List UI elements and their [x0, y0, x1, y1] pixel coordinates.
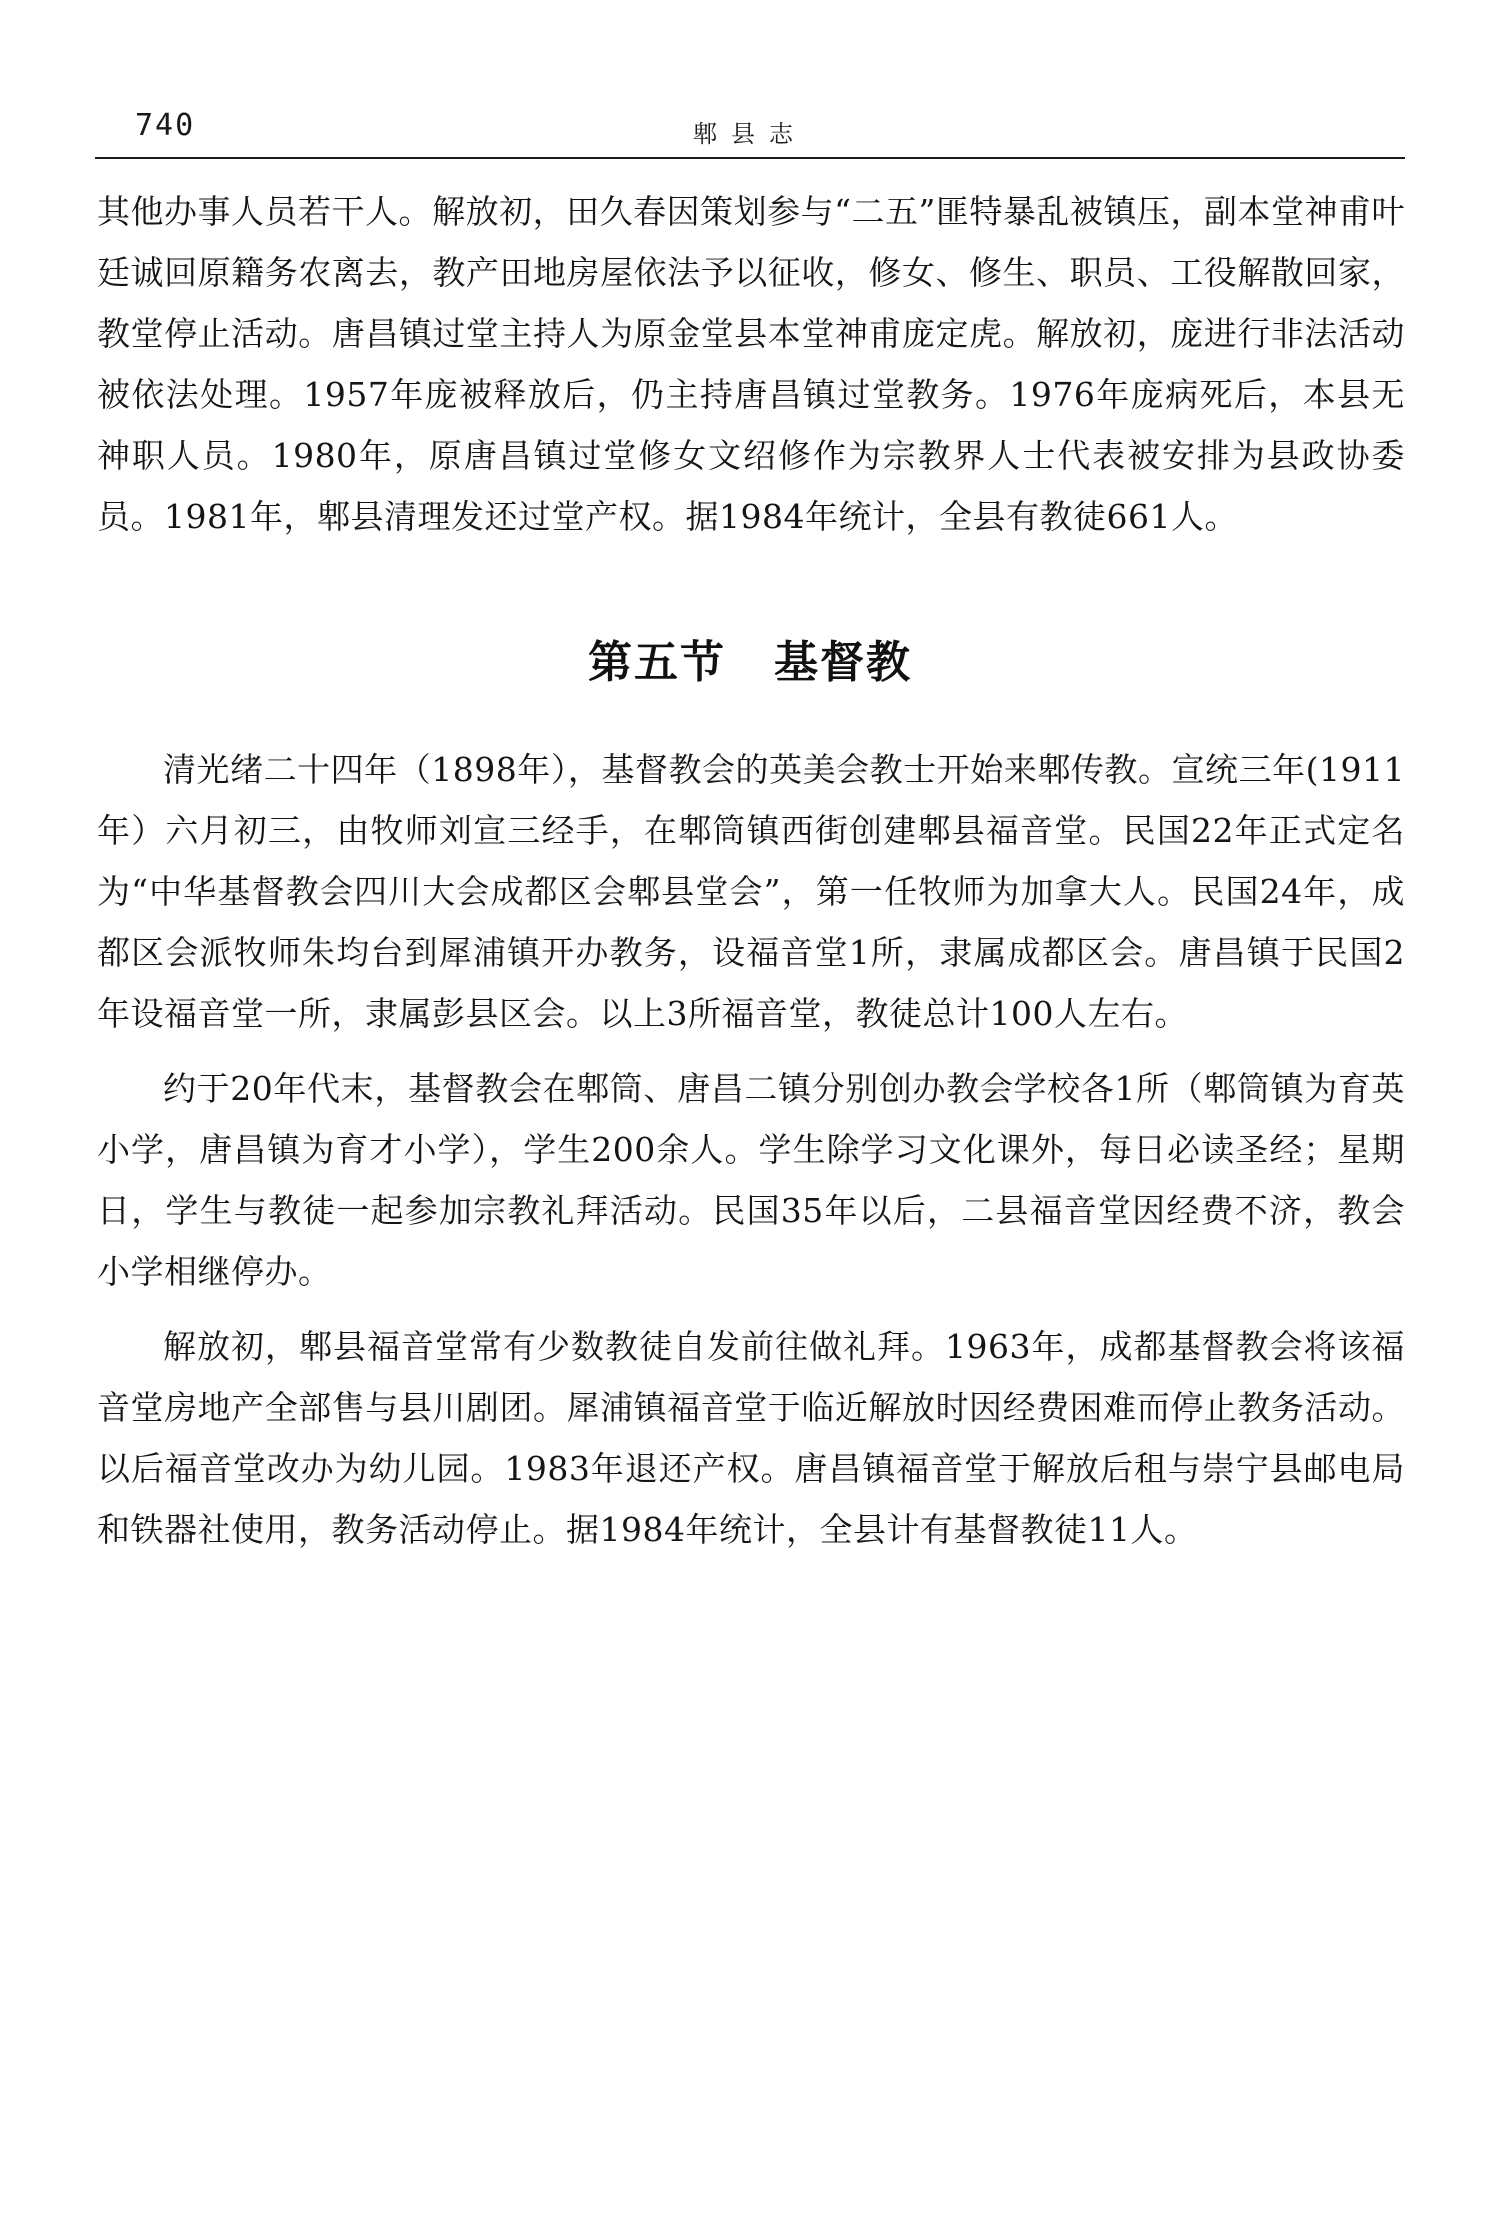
section-paragraph-3: 解放初，郫县福音堂常有少数教徒自发前往做礼拜。1963年，成都基督教会将该福音堂房地产全部售与县川剧团。犀浦镇福音堂于临近解放时因经费困难而停止教务活动。以后福音堂改办为幼儿园。1983年退还产权。唐昌镇福音堂于解放后租与崇宁县邮电局和铁器社使用，教务活动停止。据1984年统计，全县计有基督教徒11人。 [97, 1327, 1405, 1549]
section-body [97, 739, 1405, 1574]
section-number: 第五节 [588, 637, 726, 688]
section-title: 基督教 [774, 637, 912, 688]
page-header [95, 104, 1405, 156]
header-rule [95, 157, 1405, 159]
intro-text-block [97, 181, 1405, 547]
running-title: 郫县志 [693, 120, 807, 148]
intro-paragraph: 其他办事人员若干人。解放初，田久春因策划参与“二五”匪特暴乱被镇压，副本堂神甫叶廷诚回原籍务农离去，教产田地房屋依法予以征收，修女、修生、职员、工役解散回家，教堂停止活动。唐昌镇过堂主持人为原金堂县本堂神甫庞定虎。解放初，庞进行非法活动被依法处理。1957年庞被释放后，仍主持唐昌镇过堂教务。1976年庞病死后，本县无神职人员。1980年，原唐昌镇过堂修女文绍修作为宗教界人士代表被安排为县政协委员。1981年，郫县清理发还过堂产权。据1984年统计，全县有教徒661人。 [97, 192, 1405, 536]
page-number: 740 [135, 108, 196, 143]
section-paragraph-1: 清光绪二十四年（1898年），基督教会的英美会教士开始来郫传教。宣统三年(1911年）六月初三，由牧师刘宣三经手，在郫筒镇西街创建郫县福音堂。民国22年正式定名为“中华基督教会四川大会成都区会郫县堂会”，第一任牧师为加拿大人。民国24年，成都区会派牧师朱均台到犀浦镇开办教务，设福音堂1所，隶属成都区会。唐昌镇于民国2年设福音堂一所，隶属彭县区会。以上3所福音堂，教徒总计100人左右。 [97, 750, 1405, 1033]
section-paragraph-2: 约于20年代末，基督教会在郫筒、唐昌二镇分别创办教会学校各1所（郫筒镇为育英小学，唐昌镇为育才小学），学生200余人。学生除学习文化课外，每日必读圣经；星期日，学生与教徒一起参加宗教礼拜活动。民国35年以后，二县福音堂因经费不济，教会小学相继停办。 [97, 1069, 1405, 1291]
section-heading [0, 626, 1500, 690]
